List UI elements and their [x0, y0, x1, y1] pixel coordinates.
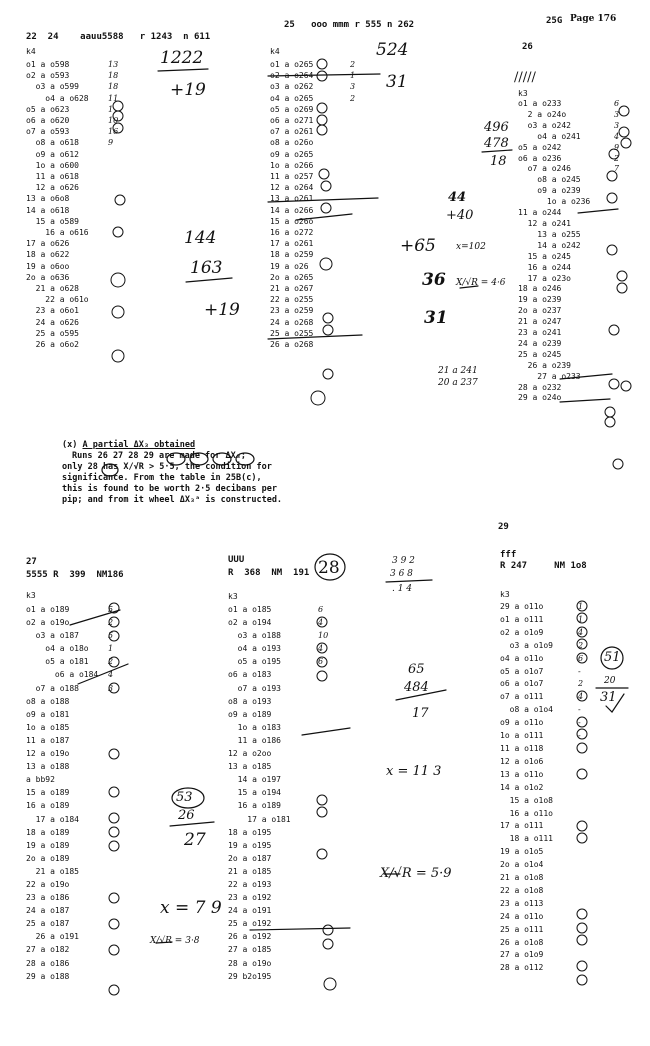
entry-row: 16 a o189 [26, 801, 70, 811]
entry-row: o3 a o187 [26, 631, 79, 641]
row-mark: 1 [350, 71, 356, 81]
entry-row: 26 a o239 [518, 360, 571, 370]
entry-row: o5 a o181 [26, 657, 89, 667]
entry-row: 24 a o239 [518, 338, 562, 348]
entry-row: 17 a o261 [270, 239, 314, 249]
hand-27: 27 [184, 830, 206, 850]
strike-col28-a [302, 728, 350, 735]
hand-xvr-3-8: X/√R = 3·8 [150, 936, 200, 946]
entry-row: o9 a o239 [518, 186, 581, 196]
hand-368: 3 6 8 [390, 569, 413, 579]
entry-row: 11 a o257 [270, 172, 314, 182]
strike-col25-d [296, 214, 352, 220]
entry-row: 23 a o6o1 [26, 306, 79, 316]
row-mark: 5 [108, 605, 114, 614]
entry-row: 18 a o622 [26, 250, 70, 260]
entry-row: o1 a o233 [518, 99, 562, 108]
entry-row: 1o a o111 [500, 731, 544, 741]
entry-row: 11 a o244 [518, 208, 562, 218]
strike-col25-a [268, 74, 380, 76]
row-mark: 1 [108, 644, 114, 654]
entry-row: 1o a o266 [270, 160, 314, 170]
row-mark: 5 [108, 631, 114, 641]
col29-k: k3 [500, 590, 510, 599]
entry-row: o7 a o246 [518, 164, 571, 174]
row-mark: 18 [108, 71, 119, 81]
entry-row: 19 a o189 [26, 840, 70, 850]
entry-row: 16 a o244 [518, 262, 571, 272]
row-mark: 2 [108, 657, 114, 667]
row-mark: 3 [614, 120, 620, 130]
circle-run-27 [190, 453, 208, 465]
hand-row-237: 20 a 237 [438, 378, 478, 388]
hand-plus40: +40 [446, 208, 474, 223]
hand-163: 163 [190, 258, 223, 278]
strike-col28-b [250, 928, 350, 930]
row-mark: 16 [108, 127, 119, 137]
strike-col26-a [578, 209, 618, 213]
row-mark: 1 [578, 602, 584, 611]
entry-row: o2 a o264 [270, 71, 314, 81]
entry-row: o6 a o183 [228, 670, 272, 680]
entry-row: 13 a o6o8 [26, 194, 70, 204]
entry-row: 2o a o237 [518, 306, 562, 316]
entry-row: o3 a o242 [518, 120, 571, 130]
row-mark: 10 [108, 116, 119, 126]
entry-row: 19 a o1o5 [500, 847, 544, 857]
entry-row: 21 a o185 [228, 866, 272, 876]
hand-44: 44 [448, 190, 467, 205]
entry-row: 16 a o189 [228, 801, 281, 811]
entry-row: 14 a o618 [26, 205, 70, 215]
row-mark: 4 [318, 644, 324, 654]
col24-k: k4 [26, 47, 36, 56]
entry-row: o6 a o184 [26, 670, 99, 680]
entry-row: o2 a o194 [228, 618, 272, 628]
row-mark: 4 [578, 627, 584, 637]
entry-row: 17 a o23o [518, 273, 571, 283]
entry-row: 12 a o19o [26, 749, 70, 759]
entry-row: 24 a o626 [26, 317, 79, 327]
entry-row: o5 a o195 [228, 657, 281, 667]
hand-392: 3 9 2 [392, 556, 415, 566]
entry-row: 18 a o111 [500, 834, 553, 844]
hand-1222: 1222 [160, 48, 204, 68]
entry-row: 2o a o189 [26, 853, 70, 863]
entry-row: 28 a o112 [500, 963, 544, 973]
hand-478: 478 [484, 136, 509, 151]
entry-row: 15 a o1o8 [500, 795, 553, 805]
entry-row: o8 a o1o4 [500, 705, 553, 715]
entry-row: 21 a o185 [26, 866, 79, 876]
entry-row: o9 a o181 [26, 709, 70, 719]
entry-row: 13 a o255 [518, 229, 581, 239]
entry-row: o3 a o1o9 [500, 640, 553, 650]
entry-row: o8 a o618 [26, 138, 79, 148]
row-mark: 11 [108, 93, 119, 103]
hand-484: 484 [404, 680, 429, 695]
hand-26: 26 [178, 808, 195, 823]
entry-row: o3 a o599 [26, 82, 79, 92]
row-mark: 6 [318, 657, 324, 667]
row-mark: 2 [350, 93, 356, 103]
entry-row: 26 a o192 [228, 932, 272, 942]
entry-row: 22 a o255 [270, 295, 314, 305]
entry-row: 12 a o1o6 [500, 756, 544, 766]
hand-x113: x = 11 3 [386, 764, 442, 779]
hand-496: 496 [484, 120, 509, 135]
hand-plus19-b: +19 [204, 300, 240, 320]
entry-row: o4 a o241 [518, 131, 581, 141]
entry-row: 25 a o595 [26, 328, 79, 338]
entry-row: 22 a o19o [26, 879, 70, 889]
row-mark: 2 [614, 153, 620, 163]
col28-page-circle: 28 [318, 558, 340, 578]
entry-row: 29 a o11o [500, 602, 544, 611]
entry-row: 26 a o191 [26, 932, 79, 942]
entry-row: 2 a o24o [518, 109, 567, 119]
entry-row: o5 a o1o7 [500, 666, 544, 676]
entry-row: o1 a o111 [500, 614, 544, 624]
row-mark: 4 [578, 692, 584, 702]
entry-row: 24 a o268 [270, 317, 314, 327]
entry-row: o1 a o265 [270, 60, 314, 69]
entry-row: o7 a o111 [500, 692, 544, 702]
entry-row: 29 a o188 [26, 971, 70, 981]
row-mark: 1 [108, 104, 114, 114]
entry-row: 22 a o1o8 [500, 885, 544, 895]
row-mark: 3 [614, 109, 620, 119]
entry-row: 27 a o182 [26, 945, 70, 955]
underline-1222 [158, 69, 208, 71]
entry-row: o5 a o623 [26, 104, 70, 114]
entry-row: 13 a o261 [270, 194, 314, 204]
row-mark: 1 [578, 614, 584, 624]
entry-row: o4 a o11o [500, 653, 544, 663]
entry-row: 2o a o1o4 [500, 860, 544, 870]
hand-31-a: 31 [386, 72, 408, 92]
note-marker: (x) [62, 440, 78, 450]
hand-x79: x = 7 9 [160, 898, 222, 918]
row-mark: 2 [578, 640, 584, 650]
col28-header-code: UUU [228, 555, 245, 565]
entry-row: 17 a o626 [26, 239, 70, 249]
note-line-4: this is found to be worth 2·5 decibans per [62, 484, 277, 494]
entry-row: 23 a o259 [270, 306, 314, 316]
entry-row: o6 a o620 [26, 116, 70, 126]
row-mark: 3 [350, 82, 356, 92]
entry-row: o6 a o236 [518, 153, 562, 163]
entry-row: o7 a o188 [26, 683, 79, 693]
entry-row: o7 a o593 [26, 127, 70, 137]
hand-53: 53 [176, 790, 193, 805]
entry-row: 26 a o268 [270, 340, 314, 350]
underline-26 [170, 822, 214, 826]
entry-row: 25 a o245 [518, 349, 562, 359]
row-mark: 6 [614, 99, 620, 108]
entry-row: 25 a o111 [500, 924, 544, 934]
col26-page-number: 26 [522, 42, 533, 52]
row-mark: 9 [614, 142, 620, 152]
note-line-2: only 28 has X/√R > 5·5, the condition for [62, 462, 272, 472]
entry-row: 15 a o26o [270, 216, 314, 226]
entry-row: 14 a o197 [228, 775, 281, 785]
col24-header: 22 24 aauu5588 r 1243 n 611 [26, 32, 211, 42]
entry-row: 13 a o185 [228, 762, 272, 772]
entry-row: 24 a o191 [228, 906, 272, 916]
entry-row: o9 a o189 [228, 709, 272, 719]
entry-row: o4 a o18o [26, 644, 89, 654]
entry-row: o8 a o26o [270, 138, 314, 148]
entry-row: o2 a o593 [26, 71, 70, 81]
hand-14: . 1 4 [392, 584, 413, 594]
entry-row: o8 a o245 [518, 175, 581, 185]
circle-run-29 [236, 453, 254, 465]
entry-row: 1o a o183 [228, 722, 281, 732]
row-mark: 18 [108, 82, 119, 92]
entry-row: 2o a o187 [228, 853, 272, 863]
row-mark: 2 [578, 679, 584, 689]
row-mark: 4 [318, 618, 324, 628]
entry-row: 27 a o185 [228, 945, 272, 955]
entry-row: o9 a o612 [26, 149, 79, 159]
note-line-5: pip; and from it wheel ΔX₃ᵃ is constructed. [62, 495, 283, 505]
entry-row: 13 a o11o [500, 769, 544, 779]
entry-row: o1 a o598 [26, 60, 70, 69]
entry-row: 25 a o192 [228, 919, 272, 929]
hand-plus65: +65 [400, 236, 436, 256]
strike-col26-b [560, 374, 612, 379]
entry-row: o2 a o19o [26, 618, 70, 628]
entry-row: 11 a o187 [26, 735, 70, 745]
entry-row: o7 a o193 [228, 683, 281, 693]
fraction-xvr-4-6 [460, 286, 478, 288]
circle-51 [601, 647, 623, 669]
entry-row: 27 a o233 [518, 371, 581, 381]
strike-col26-c [560, 399, 610, 402]
hand-plus19-a: +19 [170, 80, 206, 100]
page-reference: 25G [546, 16, 563, 26]
circle-28 [315, 554, 345, 580]
row-mark: 6 [578, 653, 584, 663]
col27-header: 5555 R 399 NM186 [26, 570, 124, 580]
circle-53 [172, 788, 204, 808]
row-mark: - [578, 718, 581, 728]
entry-row: 15 a o589 [26, 216, 79, 226]
entry-row: 28 a o186 [26, 958, 70, 968]
hand-xvr-5-9: X/√R = 5·9 [380, 866, 452, 881]
col25-header: 25 ooo mmm r 555 n 262 [284, 20, 415, 30]
entry-row: 17 a o111 [500, 821, 544, 831]
entry-row: 18 a o195 [228, 827, 272, 837]
row-mark: - [578, 705, 581, 715]
underline-368 [386, 580, 432, 582]
entry-row: a bb92 [26, 775, 55, 785]
entry-row: 16 a o272 [270, 228, 314, 238]
entry-row: o6 a o1o7 [500, 679, 544, 689]
hand-65: 65 [408, 662, 425, 677]
hand-31-b: 31 [424, 308, 448, 328]
col29-header: R 247 NM 1o8 [500, 561, 587, 571]
entry-row: 21 a o1o8 [500, 873, 544, 883]
entry-row: o1 a o189 [26, 605, 70, 614]
hand-31-c: 31 [600, 690, 617, 705]
row-mark: - [578, 666, 581, 676]
entry-row: o6 a o271 [270, 116, 314, 126]
entry-row: 21 a o628 [26, 284, 79, 294]
entry-row: 1o a o236 [518, 197, 591, 207]
row-mark: 4 [108, 670, 114, 680]
entry-row: o4 a o193 [228, 644, 281, 654]
small-circles [109, 59, 631, 995]
entry-row: o2 a o1o9 [500, 627, 544, 637]
entry-row: 16 a o616 [26, 228, 89, 238]
entry-row: 12 a o264 [270, 183, 314, 193]
hand-xvr-4-6: X/√R = 4·6 [456, 278, 506, 288]
hand-36: 36 [422, 270, 446, 290]
entry-row: 26 a o6o2 [26, 340, 79, 350]
entry-row: 2o a o265 [270, 272, 314, 282]
entry-row: 29 a o24o [518, 393, 562, 403]
entry-row: o9 a o265 [270, 149, 314, 159]
circle-run-28b [102, 464, 118, 476]
hand-18: 18 [490, 154, 507, 169]
entry-row: o3 a o188 [228, 631, 281, 641]
note-heading: A partial ΔX₃ obtained [82, 440, 196, 450]
entry-row: 26 a o1o8 [500, 937, 544, 947]
entry-row: 17 a o181 [228, 814, 291, 824]
entry-row: 14 a o1o2 [500, 782, 544, 792]
entry-row: 11 a o186 [228, 735, 281, 745]
col27-page-number: 27 [26, 557, 37, 567]
entry-row: 12 a o241 [518, 218, 571, 228]
hand-524: 524 [376, 40, 409, 60]
entry-row: 11 a o618 [26, 172, 79, 182]
hand-row-241: 21 a 241 [438, 366, 478, 376]
row-mark: - [578, 731, 581, 741]
entry-row: 1o a o185 [26, 722, 70, 732]
entry-row: 23 a o113 [500, 898, 544, 908]
underline-478 [482, 150, 512, 152]
strike-col27-a [78, 664, 128, 684]
entry-row: 24 a o11o [500, 911, 544, 921]
hand-17: 17 [412, 706, 429, 721]
entry-row: 14 a o242 [518, 240, 581, 250]
underline-163 [186, 278, 232, 282]
row-mark: 2 [108, 618, 114, 628]
entry-row: 23 a o241 [518, 328, 562, 338]
entry-row: o7 a o261 [270, 127, 314, 137]
entry-row: 15 a o194 [228, 788, 281, 798]
entry-row: 16 a o11o [500, 808, 553, 818]
hand-x102: x=102 [456, 242, 486, 252]
hand-51: 51 [604, 650, 621, 665]
row-mark: 9 [108, 138, 114, 148]
page-label: Page 176 [570, 14, 617, 24]
entry-row: o4 a o265 [270, 93, 314, 103]
entry-row: o4 a o628 [26, 93, 89, 103]
col27-k: k3 [26, 591, 36, 600]
row-mark: 4 [614, 131, 620, 141]
entry-row: o9 a o11o [500, 718, 544, 728]
entry-row: o8 a o193 [228, 696, 272, 706]
entry-row: o5 a o269 [270, 104, 314, 114]
fraction-xvr-3-8 [156, 942, 172, 943]
row-mark: 13 [108, 60, 119, 69]
col29-page-number: 29 [498, 522, 509, 532]
note-line-1: Runs 26 27 28 29 are made for ΔX₃; [72, 451, 246, 461]
circle-run-26 [167, 453, 185, 465]
hand-144: 144 [184, 228, 217, 248]
col25-k: k4 [270, 47, 280, 56]
entry-row: 17 a o184 [26, 814, 79, 824]
entry-row: o5 a o242 [518, 142, 562, 152]
entry-row: 25 a o255 [270, 328, 314, 338]
row-mark: 10 [318, 631, 329, 641]
entry-row: o3 a o262 [270, 82, 314, 92]
entry-row: 25 a o187 [26, 919, 70, 929]
entry-row: 2o a o636 [26, 272, 70, 282]
entry-row: o8 a o188 [26, 696, 70, 706]
row-mark: 6 [318, 605, 324, 614]
entry-row: 12 a o2oo [228, 749, 272, 759]
row-mark: 7 [614, 164, 620, 174]
entry-row: 19 a o26 [270, 261, 309, 271]
entry-row: 23 a o186 [26, 893, 70, 903]
entry-row: 27 a o1o9 [500, 950, 544, 960]
entry-row: 23 a o192 [228, 893, 272, 903]
entry-row: 1o a o600 [26, 160, 79, 170]
underline-484 [396, 690, 446, 700]
circle-run-28 [213, 453, 231, 465]
strike-col25-c [268, 335, 362, 339]
note-line-3: significance. From the table in 25B(c), [62, 473, 262, 483]
entry-row: 24 a o187 [26, 906, 70, 916]
col29-header-code: fff [500, 550, 517, 560]
entry-row: 21 a o247 [518, 317, 562, 327]
entry-row: 18 a o246 [518, 284, 562, 294]
row-mark: 2 [350, 60, 356, 69]
col26-k: k3 [518, 89, 528, 98]
entry-row: 18 a o259 [270, 250, 314, 260]
entry-row: 18 a o189 [26, 827, 70, 837]
hand-20: 20 [604, 676, 616, 686]
entry-row: 19 a o195 [228, 840, 272, 850]
col28-k: k3 [228, 592, 238, 601]
col26-tally: ///// [514, 70, 536, 85]
entry-row: 29 b2o195 [228, 971, 272, 981]
entry-row: 14 a o266 [270, 205, 314, 215]
entry-row: 13 a o188 [26, 762, 70, 772]
entry-row: o1 a o185 [228, 605, 272, 614]
col28-header: R 368 NM 191 [228, 568, 310, 578]
entry-row: 28 a o232 [518, 382, 562, 392]
entry-row: 28 a o19o [228, 958, 272, 968]
entry-row: 15 a o189 [26, 788, 70, 798]
check-col29 [606, 694, 624, 712]
entry-row: 11 a o118 [500, 743, 544, 753]
entry-row: 19 a o239 [518, 295, 562, 305]
entry-row: 15 a o245 [518, 251, 571, 261]
entry-row: 19 a o6oo [26, 261, 70, 271]
strike-col25-b [268, 198, 378, 202]
entry-row: 22 a o193 [228, 879, 272, 889]
entry-row: 21 a o267 [270, 284, 314, 294]
entry-row: 22 a o61o [26, 295, 89, 305]
entry-row: 12 a o626 [26, 183, 79, 193]
row-mark: 3 [108, 683, 114, 693]
